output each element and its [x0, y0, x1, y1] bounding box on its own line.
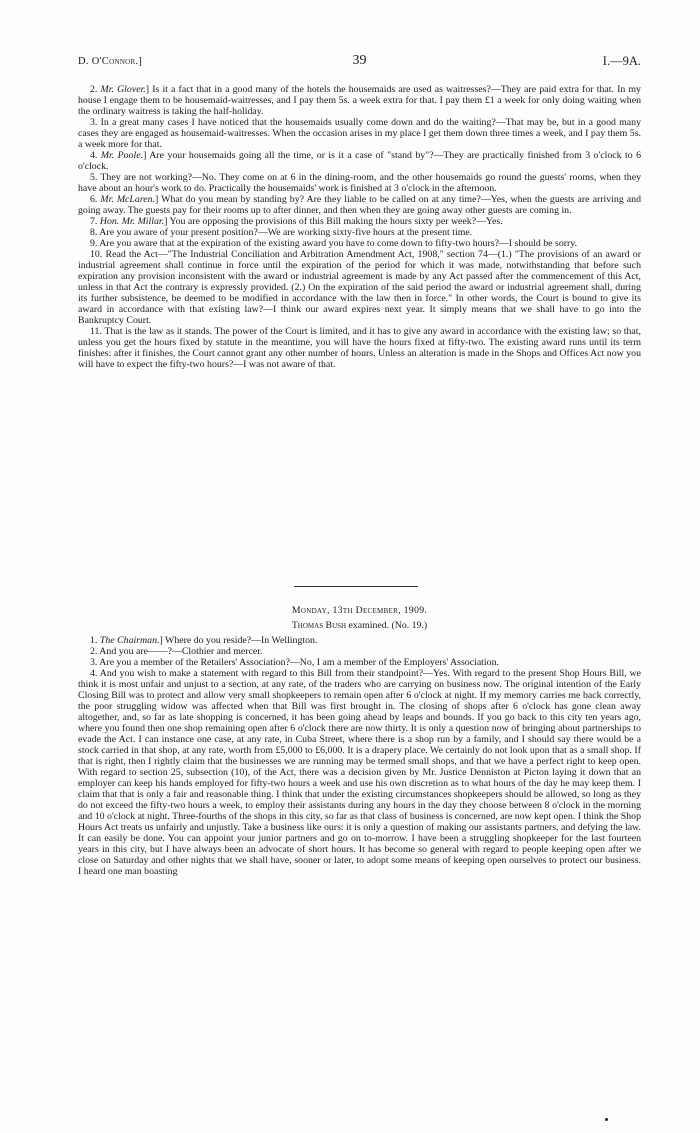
page-number: 39 — [352, 53, 367, 68]
question-paragraph: 8. Are you aware of your present position?—We are working sixty-five hours at the present time. — [90, 227, 473, 239]
testimony-section-2 — [78, 635, 641, 877]
question-paragraph: 6. Mr. McLaren.] What do you mean by standing by? Are they liable to be called on at any time?—Yes, when the guests are arriving and going away. The guests pay for their rooms up to after dinner, and then when they are going away other guests are coming in. — [78, 194, 641, 217]
question-paragraph: 5. They are not working?—No. They come on at 6 in the dining-room, and the other housemaids go round the guests' rooms, when they have about an hour's work to do. Practically the housemaids' work is finished at 3 o'clock in the afternoon. — [78, 172, 641, 195]
section-divider — [294, 586, 418, 587]
document-reference: I.—9A. — [602, 54, 641, 68]
question-paragraph: 4. And you wish to make a statement with regard to this Bill from their standpoint?—Yes. With regard to the present Shop Hours Bill, we think it is most unfair and unjust to a section, at any rate, of the traders who are carrying on business now. The original intention of the Early Closing Bill was to protect and allow very small shopkeepers to remain open after 6 o'clock at night. If my memory carries me back correctly, the poor struggling widow was affected when that Bill was first brought in. The closing of shops after 6 o'clock has gone clean away altogether, and, so far as late shopping is concerned, it has been going ahead by leaps and bounds. If you go back to this city ten years ago, where you found then one shop remaining open after 6 o'clock there are now thirty. It is only a question now of bringing about partnerships to evade the Act. I can instance one case, at any rate, in Cuba Street, where there is a shop run by a family, and I should say there would be a stock carried in that shop, at any rate, worth from £5,000 to £6,000. It is a drapery place. We certainly do not look upon that as a small shop. If that is right, then I rightly claim that the businesses we are running may be termed small shops, and that we have a perfect right to keep open. With regard to section 25, subsection (10), of the Act, there was a decision given by Mr. Justice Denniston at Picton laying it down that an employer can keep his hands employed for fifty-two hours a week and use his own discretion as to what hours of the day he may keep them. I claim that that is only a fair and reasonable thing. I think that under the existing circumstances shopkeepers should be allowed, so long as they do not exceed the fifty-two hours a week, to employ their assistants during any hours in the day they choose between 8 o'clock in the morning and 10 o'clock at night. Three-fourths of the shops in this city, so far as that class of business is concerned, are now kept open. I think the Shop Hours Act treats us unfairly and unjustly. Take a business like ours: it is only a question of making our assistants partners, and defying the law. It can easily be done. You can appoint your junior partners and go on to-morrow. I have been a struggling shopkeeper for the last fourteen years in this city, but I have always been an advocate of short hours. It has become so general with regard to people keeping open after we close on Saturday and other nights that we shall have, sooner or later, to adopt some means of keeping open ourselves to protect our business. I heard one man boasting — [78, 668, 641, 878]
testimony-section-1 — [78, 84, 641, 370]
question-paragraph: 2. Mr. Glover.] Is it a fact that in a good many of the hotels the housemaids are used as waitresses?—They are paid extra for that. In my house I engage them to be housemaid-waitresses, and I pay them 5s. a week extra for that. I pay them £1 a week for only doing waiting when the ordinary waitress is taking the half-holiday. — [78, 84, 641, 118]
question-paragraph: 3. Are you a member of the Retailers' Association?—No, I am a member of the Employers' Association. — [90, 657, 499, 669]
question-paragraph: 7. Hon. Mr. Millar.] You are opposing the provisions of this Bill making the hours sixty per week?—Yes. — [90, 216, 503, 228]
question-paragraph: 9. Are you aware that at the expiration of the existing award you have to come down to fifty-two hours?—I should be sorry. — [90, 238, 578, 250]
question-paragraph: 3. In a great many cases I have noticed that the housemaids usually come down and do the waiting?—That may be, but in a good many cases they are engaged as housemaid-waitresses. When the occasion arises in my place I get them down three times a week, and I pay them 5s. a week more for that. — [78, 117, 641, 151]
witness-heading: Thomas Bush examined. (No. 19.) — [291, 620, 428, 631]
page-mark — [605, 1118, 608, 1121]
question-paragraph: 11. That is the law as it stands. The power of the Court is limited, and it has to give any award in accordance with the existing law; so that, unless you get the hours fixed by statute in the meantime, you will have the hours fixed at fifty-two. The existing award runs until its term finishes: after it finishes, the Court cannot grant any other number of hours. Unless an alteration is made in the Shops and Offices Act now you will have to expect the fifty-two hours?—I was not aware of that. — [78, 326, 641, 371]
question-paragraph: 10. Read the Act—"The Industrial Conciliation and Arbitration Amendment Act, 1908," section 74—(1.) "The provisions of an award or industrial agreement shall continue in force until the expiration of the period for which it was made, notwithstanding that before such expiration any provision inconsistent with the award or industrial agreement is made by any Act passed after the commencement of this Act, unless in that Act the contrary is expressly provided. (2.) On the expiration of the said period the award or industrial agreement shall, during its further subsistence, be deemed to be modified in accordance with the law then in force." In other words, the Court is bound to give its award in accordance with that existing law?—I think our award expires next year. It simply means that we shall have to go into the Bankruptcy Court. — [78, 249, 641, 327]
header-witness-name: D. O'Connor.] — [78, 56, 143, 67]
session-date-heading: Monday, 13th December, 1909. — [291, 605, 428, 616]
question-paragraph: 2. And you are——?—Clothier and mercer. — [90, 646, 263, 658]
question-paragraph: 1. The Chairman.] Where do you reside?—In Wellington. — [90, 635, 318, 646]
question-paragraph: 4. Mr. Poole.] Are your housemaids going all the time, or is it a case of "stand by"?—They are practically finished from 3 o'clock to 6 o'clock. — [78, 150, 641, 173]
witness-name: Thomas Bush — [291, 620, 347, 631]
page-header — [78, 53, 641, 72]
